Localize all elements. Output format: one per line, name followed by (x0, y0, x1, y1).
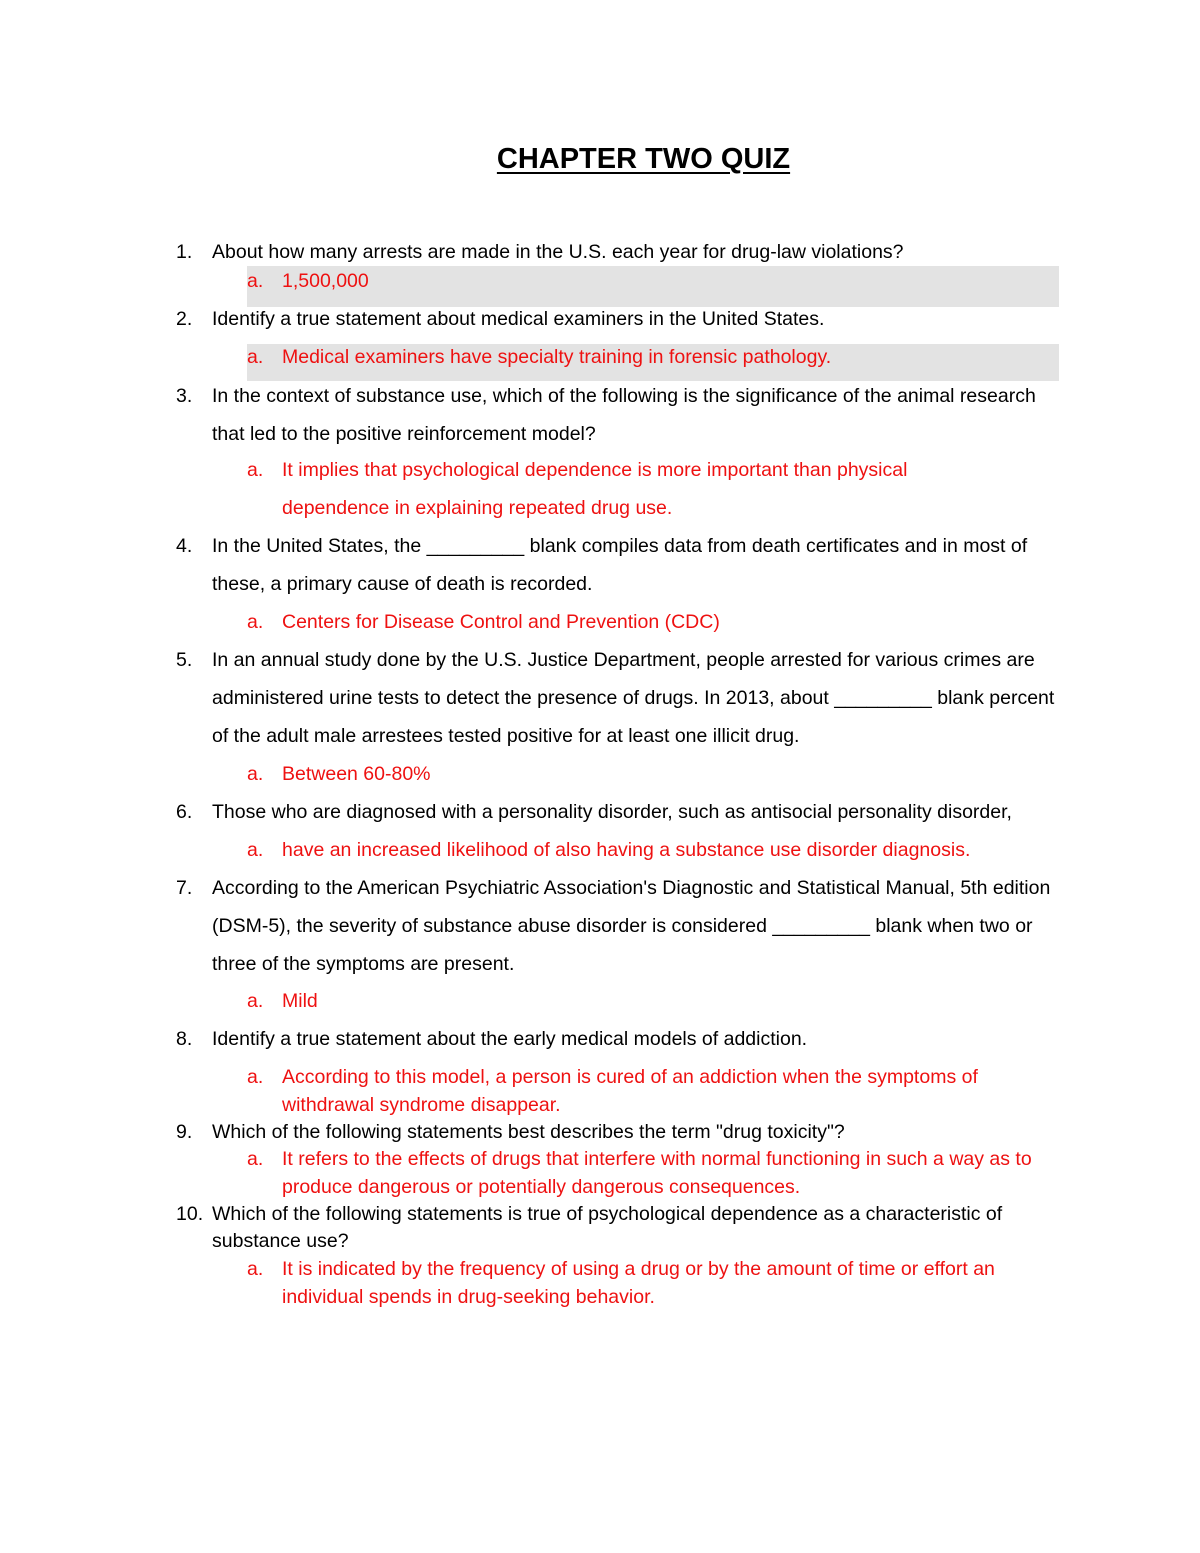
question-text: In the United States, the _________ blank compiles data from death certificates and in most of these, a primary cause of death is recorded. (212, 535, 1028, 595)
answer-8 (247, 1063, 1037, 1119)
question-number: 10. (176, 1203, 204, 1225)
answer-letter: a. (247, 1148, 264, 1170)
question-text: Identify a true statement about the early medical models of addiction. (212, 1028, 808, 1050)
answer-letter: a. (247, 990, 264, 1012)
answer-4 (247, 603, 1059, 641)
question-number: 8. (176, 1028, 193, 1050)
question-7 (176, 869, 1056, 983)
question-6 (176, 793, 1076, 831)
answer-letter: a. (247, 1066, 264, 1088)
answer-text: 1,500,000 (282, 270, 369, 292)
answer-letter: a. (247, 346, 264, 368)
answer-letter: a. (247, 1258, 264, 1280)
answer-3 (247, 451, 947, 527)
answer-letter: a. (247, 763, 264, 785)
question-number: 3. (176, 385, 193, 407)
answer-letter: a. (247, 839, 264, 861)
question-number: 5. (176, 649, 193, 671)
answer-letter: a. (247, 611, 264, 633)
question-8 (176, 1020, 1066, 1058)
answer-text: According to this model, a person is cured of an addiction when the symptoms of withdrawal syndrome disappear. (282, 1066, 978, 1116)
question-text: Identify a true statement about medical examiners in the United States. (212, 308, 825, 330)
answer-text: have an increased likelihood of also having a substance use disorder diagnosis. (282, 839, 971, 861)
answer-text: It implies that psychological dependence is more important than physical dependence in explaining repeated drug use. (282, 459, 908, 519)
question-text: In an annual study done by the U.S. Justice Department, people arrested for various crimes are administered urine tests to detect the presence of drugs. In 2013, about _________ blank percent of the adult male arrestees tested positive for at least one illicit drug. (212, 649, 1055, 747)
answer-text: Centers for Disease Control and Prevention (CDC) (282, 611, 720, 633)
question-10 (176, 1201, 1056, 1255)
question-text: According to the American Psychiatric Association's Diagnostic and Statistical Manual, 5th edition (DSM-5), the severity of substance abuse disorder is considered _________ blank when two or three of the symptoms are present. (212, 877, 1051, 975)
answer-text: Medical examiners have specialty training in forensic pathology. (282, 346, 832, 368)
answer-text: Mild (282, 990, 318, 1012)
question-9 (176, 1119, 1066, 1146)
question-text: About how many arrests are made in the U.S. each year for drug-law violations? (212, 241, 904, 263)
answer-10 (247, 1255, 1037, 1311)
question-3 (176, 377, 1066, 453)
answer-text: It refers to the effects of drugs that interfere with normal functioning in such a way as to produce dangerous or potentially dangerous consequences. (282, 1148, 1032, 1198)
question-text: Which of the following statements is true of psychological dependence as a characteristic of substance use? (212, 1203, 1003, 1252)
question-number: 6. (176, 801, 193, 823)
page-title: CHAPTER TWO QUIZ (496, 143, 791, 175)
answer-text: It is indicated by the frequency of using a drug or by the amount of time or effort an individual spends in drug-seeking behavior. (282, 1258, 995, 1308)
question-4 (176, 527, 1066, 603)
answer-2 (247, 344, 1059, 381)
question-2 (176, 300, 1066, 338)
answer-7 (247, 982, 1059, 1020)
question-number: 1. (176, 241, 193, 263)
answer-6 (247, 831, 1059, 869)
answer-text: Between 60-80% (282, 763, 431, 785)
question-text: Those who are diagnosed with a personality disorder, such as antisocial personality disorder, (212, 801, 1012, 823)
question-text: Which of the following statements best describes the term "drug toxicity"? (212, 1121, 845, 1143)
question-number: 4. (176, 535, 193, 557)
question-number: 9. (176, 1121, 193, 1143)
question-5 (176, 641, 1066, 755)
question-number: 2. (176, 308, 193, 330)
answer-letter: a. (247, 459, 264, 481)
answer-5 (247, 755, 1059, 793)
answer-9 (247, 1145, 1067, 1201)
question-number: 7. (176, 877, 193, 899)
question-text: In the context of substance use, which of the following is the significance of the animal research that led to the positive reinforcement model? (212, 385, 1036, 445)
answer-letter: a. (247, 270, 264, 292)
